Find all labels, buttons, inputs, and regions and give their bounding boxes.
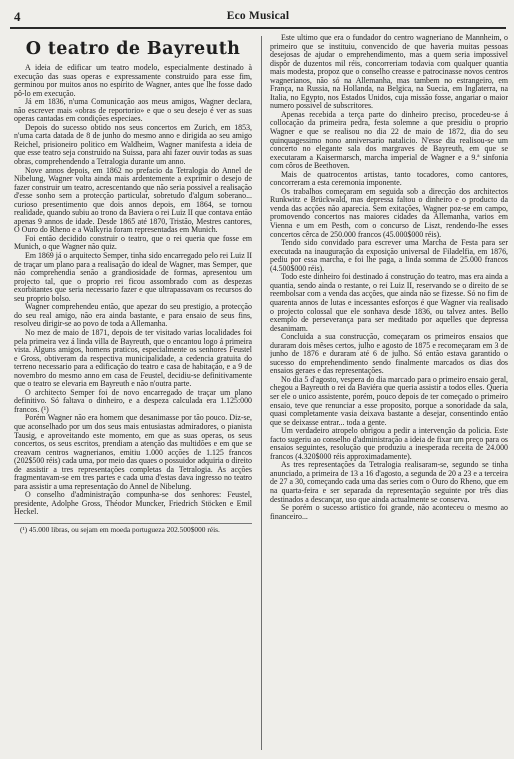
paragraph: A ideia de edificar um teatro modelo, especialmente destinado à execução das suas operas e expressamente construido para esse fim, germinou por muitos anos no espirito de Wagner, antes que lhe fosse dado pô-lo em execução. xyxy=(14,63,252,98)
paragraph: Em 1869 já o arquitecto Semper, tinha sido encarregado pelo rei Luiz II de traçar um plano para a realisação do ideal de Wagner, mas Semper, que não comprehendia senão a grandiosidade de formas, apresentou um projecto tal, que o proprio rei ficou assombrado com as despezas exorbitantes que seria necessario fazer e que ultrapassavam os recursos do seu proprio bolso. xyxy=(14,251,252,303)
publication-title: Eco Musical xyxy=(226,10,290,22)
paragraph: Um verdadeiro atropelo obrigou a pedir a intervenção da policia. Este facto sugeriu ao conselho d'administração a ideia de fixar um preço para os ensaios seguintes, resolução que produziu a inesperada receita de 24.000 francos (4.320$000 réis approximadamente). xyxy=(270,426,508,461)
paragraph: Nove annos depois, em 1862 no prefacio da Tetralogia do Annel de Nibelung, Wagner volta ainda mais ardentemente a exprimir o desejo de fazer construir um teatro, acrescentando que não seria possivel a realisação d'esse sonho sem a protecção particular, sobretudo d'algum soberano... curioso presentimento que dois annos depois, em 1864, se tornou realidade, quando subiu ao trono da Baviera o rei Luiz II que contava então apenas 9 annos de idade. Desde 1865 até 1870, Tristão, Mestres cantores, O Ouro do Rheno e a Walkyria foram representadas em Munich. xyxy=(14,165,252,235)
header-rule xyxy=(10,27,506,29)
paragraph: Concluida a sua construcção, começaram os primeiros ensaios que duraram dois mêses certos, julho e agosto de 1875 e recomeçaram em 3 de junho de 1876 e duraram até 6 de julho. Só então estava garantido o sucesso do emprehendimento sendo finalmente marcados os dias dos ensaios geraes e das representações. xyxy=(270,332,508,376)
footnote: (¹) 45.000 libras, ou sejam em moeda portugueza 202.500$000 réis. xyxy=(14,523,252,534)
paragraph: Se porém o sucesso artistico foi grande, não aconteceu o mesmo ao financeiro... xyxy=(270,503,508,521)
page-number: 4 xyxy=(14,9,21,24)
paragraph: Depois do sucesso obtido nos seus concertos em Zurich, em 1853, n'uma carta datada de 8 de junho do mesmo anno e dirigida ao seu amigo Reichel, prisioneiro politico em Waldheim, Wagner manifesta a ideia de que esse teatro seja construido na Suissa, para ahi fazer ouvir todas as suas obras, comprehendendo a Tetralogia durante um anno. xyxy=(14,122,252,167)
left-column xyxy=(14,36,252,750)
right-column xyxy=(270,34,508,748)
column-divider xyxy=(261,36,262,750)
paragraph: Tendo sido convidado para escrever uma Marcha de Festa para ser executada na inauguração da exposição universal de Filadelfia, em 1876, pediu por essa marcha, e foi lhe paga, a linda somma de 25.000 francos (4.500$000 réis). xyxy=(270,238,508,273)
magazine-page xyxy=(10,8,506,753)
paragraph: Mais de quatrocentos artistas, tanto tocadores, como cantores, concorreram a esta ceremonia imponente. xyxy=(270,169,508,188)
paragraph: Este ultimo que era o fundador do centro wagneriano de Mannheim, o primeiro que se instituiu, convencido de que haveria muitas pessoas desejosas de ajudar o emprehendimento, mas a quem seria impossivel dispôr de duzentos mil réis, concorreriam todavia com qualquer quantia mais modesta, propoz que o conselho creasse e patrocinasse novos centros wagnerianos, não só na Allemanha, mas tambem no estrangeiro, em França, na Russia, na Hollanda, na Belgica, na Suecia, em Inglaterra, na Italia, no Egypto, nos Estados Unidos, cuja missão fosse, angariar o maior numero possivel de subscritores. xyxy=(270,34,508,111)
paragraph: As tres representações da Tetralogia realisaram-se, segundo se tinha anunciado, a primeira de 13 a 16 d'agosto, a segunda de 20 a 23 e a terceira de 27 a 30, começando cada uma das series com o Ouro do Rheno, que em na quarta-feira e ser separada da representação seguinte por três dias destinados a descançar, uso que ainda actualmente se conserva. xyxy=(270,460,508,504)
right-body xyxy=(270,34,508,521)
page-header xyxy=(10,8,506,28)
paragraph: Apenas recebida a terça parte do dinheiro preciso, procedeu-se á collocação da primeira pedra, festa solemne a que presidiu o proprio Wagner e que se realisou no dia 22 de maio de 1872, dia do seu quinquagessimo nono anniversario natalicio. N'esse dia realisou-se um concerto no elegante sala dos margraves de Bayreuth, em que se executaram a Kaisermarsch, marcha imperial de Wagner e a 9.ª sinfonia com côros de Beethoven. xyxy=(270,109,508,171)
paragraph: O conselho d'administração compunha-se dos senhores: Feustel, presidente, Adolphe Gross, Théodor Muncker, Friedrich Stöcken e Emil Heckel. xyxy=(14,490,252,517)
left-body xyxy=(14,64,252,517)
paragraph: No dia 5 d'agosto, vespera do dia marcado para o primeiro ensaio geral, chegou a Bayreuth o rei da Baviéra que queria assistir a todos elles. Queria ser ele o unico assistente, porém, pouco depois de ter começado o primeiro ensaio, teve que renunciar a esse proposito, porque a sonoridade da sala, quasi completamente vasia deixava bastante a desejar, consentindo então que se deixasse entrar... toda a gente. xyxy=(270,374,508,427)
paragraph: Porém Wagner não era homem que desanimasse por tão pouco. Diz-se, que aconselhado por um dos seus mais entusiastas admiradores, o pianista Tausig, e aproveitando este momento, em que as suas operas, os seus concertos, os seus escritos, prendiam a atenção das multidões e em que se creavam centros wagnerianos, emitiu 1.000 acções de 1.125 francos (202$500 réis) cada uma, por meio das quaes o possuidor adquiria o direito de assistir a tres representações completas da Tetralogia. As acções fragmentavam-se em tres partes e cada uma d'estas dava ingresso no teatro para assistir a uma representação do Annel de Nibelung. xyxy=(14,413,252,491)
article-title: O teatro de Bayreuth xyxy=(25,39,241,59)
paragraph: Já em 1836, n'uma Comunicação aos meus amigos, Wagner declara, não escrever mais «obras de reportorio» e que o seu desejo é ver as suas operas cantadas em condições especiaes. xyxy=(14,97,252,124)
paragraph: Foi então decidido construir o teatro, que o rei queria que fosse em Munich, o que Wagner não quiz. xyxy=(14,233,252,252)
paragraph: Todo este dinheiro foi destinado á construção do teatro, mas era ainda a quantia, sendo ainda o restante, o rei Luiz II, reservando se o direito de se reembolsar com a venda das acções, que ainda não se fizesse. Só no fim de quarenta annos de lutas e incessantes esforços é que Wagner via realisado o projecto colossal que ele sonhava desde 1836, ou talvez antes. Bello exemplo de perseverança para ser meditado por aquelles que depressa desanimam. xyxy=(270,272,508,333)
paragraph: O architecto Semper foi de novo encarregado de traçar um plano definitivo. Só faltava o dinheiro, e a despeza calculada era 1.125:000 francos. (¹) xyxy=(14,387,252,414)
paragraph: No mez de maio de 1871, depois de ter visitado varias localidades foi pela primeira vez á linda villa de Bayreuth, que o encantou logo á primeira vista. Alguns amigos, homens praticos, especialmente os senhores Feustel e Gross, obtiveram da respectiva municipalidade, a cedencia gratuita do terreno necessario para a edificação do teatro e casa de habitação, e a 9 de novembro do mesmo anno em casa de Feustel, decidiu-se definitivamente que o teatro se elevaria em Bayreuth e não n'outra parte. xyxy=(14,327,252,389)
paragraph: Wagner comprehendeu então, que apezar do seu prestigio, a protecção do seu real amigo, não era ainda bastante, e para ensaio de seus fins, resolveu dirigir-se ao povo de toda a Allemanha. xyxy=(14,302,252,329)
paragraph: Os trabalhos começaram em seguida sob a direcção dos architectos Runkwitz e Brückwald, mas depressa faltou o dinheiro e o producto da venda das acções não aparecia. Sem exitações, Wagner poz-se em campo, promovendo concertos nas maiores cidades da Allemanha, varios em Vienna e um em Pesth, com o concurso de Liszt, rendendo-lhe esses concertos cêrca de 250.000 francos (45.000$000 réis). xyxy=(270,186,508,239)
